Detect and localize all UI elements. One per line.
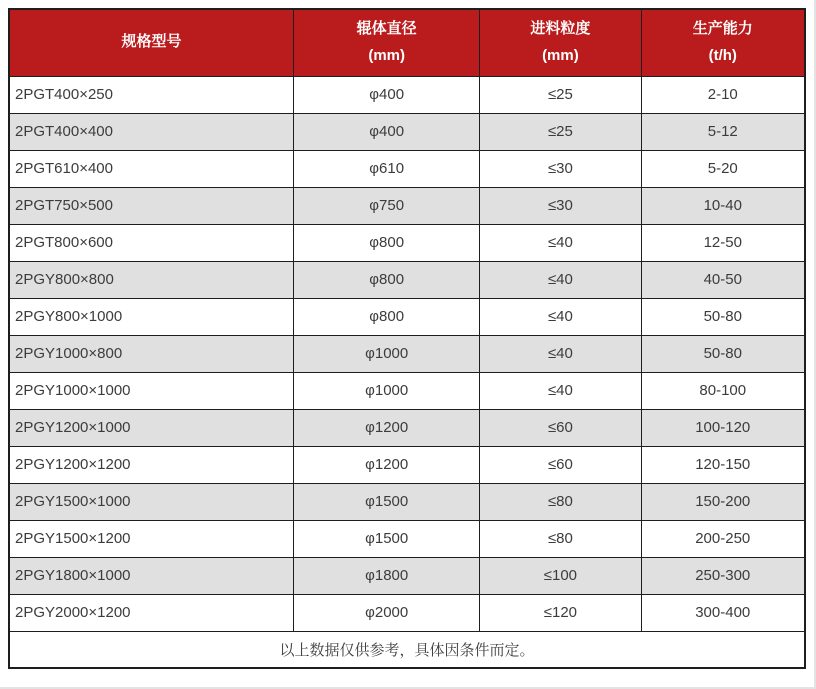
feed-size-cell: ≤30: [480, 187, 641, 224]
header-row: [9, 9, 805, 76]
column-unit: (mm): [542, 47, 579, 65]
table-row: [9, 520, 805, 557]
roller-diameter-cell: φ610: [294, 150, 480, 187]
capacity-cell: 250-300: [641, 557, 805, 594]
column-header-roller-diameter: [294, 9, 480, 76]
feed-size-cell: ≤40: [480, 224, 641, 261]
table-row: [9, 76, 805, 113]
footer-row: [9, 631, 805, 668]
roller-diameter-cell: φ1000: [294, 335, 480, 372]
spec-model-cell: 2PGT750×500: [9, 187, 294, 224]
column-title: 辊体直径: [356, 19, 417, 37]
capacity-cell: 150-200: [641, 483, 805, 520]
spec-model-cell: 2PGY1000×800: [9, 335, 294, 372]
feed-size-cell: ≤60: [480, 409, 641, 446]
feed-size-cell: ≤25: [480, 76, 641, 113]
spec-model-cell: 2PGY800×1000: [9, 298, 294, 335]
roller-diameter-cell: φ800: [294, 298, 480, 335]
specs-table: [8, 8, 806, 669]
table-row: [9, 409, 805, 446]
spec-model-cell: 2PGY1200×1000: [9, 409, 294, 446]
column-header-capacity: [641, 9, 805, 76]
capacity-cell: 100-120: [641, 409, 805, 446]
capacity-cell: 300-400: [641, 594, 805, 631]
capacity-cell: 200-250: [641, 520, 805, 557]
table-row: [9, 298, 805, 335]
table-row: [9, 150, 805, 187]
table-body: [9, 76, 805, 631]
feed-size-cell: ≤40: [480, 298, 641, 335]
table-row: [9, 261, 805, 298]
roller-diameter-cell: φ1500: [294, 483, 480, 520]
roller-diameter-cell: φ400: [294, 76, 480, 113]
capacity-cell: 40-50: [641, 261, 805, 298]
capacity-cell: 10-40: [641, 187, 805, 224]
feed-size-cell: ≤100: [480, 557, 641, 594]
capacity-cell: 12-50: [641, 224, 805, 261]
feed-size-cell: ≤60: [480, 446, 641, 483]
column-header-model: [9, 9, 294, 76]
spec-model-cell: 2PGY800×800: [9, 261, 294, 298]
roller-diameter-cell: φ1500: [294, 520, 480, 557]
roller-diameter-cell: φ1200: [294, 409, 480, 446]
spec-model-cell: 2PGY1000×1000: [9, 372, 294, 409]
table-row: [9, 594, 805, 631]
capacity-cell: 5-20: [641, 150, 805, 187]
capacity-cell: 50-80: [641, 335, 805, 372]
table-row: [9, 187, 805, 224]
spec-model-cell: 2PGY1200×1200: [9, 446, 294, 483]
feed-size-cell: ≤120: [480, 594, 641, 631]
capacity-cell: 50-80: [641, 298, 805, 335]
column-title: 规格型号: [121, 33, 182, 51]
table-footer: [9, 631, 805, 668]
table-row: [9, 557, 805, 594]
roller-diameter-cell: φ2000: [294, 594, 480, 631]
feed-size-cell: ≤25: [480, 113, 641, 150]
spec-model-cell: 2PGT400×250: [9, 76, 294, 113]
roller-diameter-cell: φ800: [294, 224, 480, 261]
table-row: [9, 224, 805, 261]
spec-model-cell: 2PGT400×400: [9, 113, 294, 150]
spec-model-cell: 2PGT610×400: [9, 150, 294, 187]
feed-size-cell: ≤40: [480, 335, 641, 372]
roller-diameter-cell: φ1800: [294, 557, 480, 594]
table-header: [9, 9, 805, 76]
table-row: [9, 335, 805, 372]
table-row: [9, 113, 805, 150]
column-title: 生产能力: [692, 19, 753, 37]
footer-note: 以上数据仅供参考，具体因条件而定。: [9, 631, 805, 668]
column-unit: (t/h): [708, 47, 737, 65]
roller-diameter-cell: φ1200: [294, 446, 480, 483]
spec-model-cell: 2PGY1500×1000: [9, 483, 294, 520]
feed-size-cell: ≤40: [480, 261, 641, 298]
column-title: 进料粒度: [530, 19, 591, 37]
capacity-cell: 80-100: [641, 372, 805, 409]
capacity-cell: 2-10: [641, 76, 805, 113]
roller-diameter-cell: φ400: [294, 113, 480, 150]
table-row: [9, 483, 805, 520]
column-header-feed-size: [480, 9, 641, 76]
spec-model-cell: 2PGT800×600: [9, 224, 294, 261]
spec-model-cell: 2PGY1800×1000: [9, 557, 294, 594]
table-row: [9, 446, 805, 483]
roller-diameter-cell: φ800: [294, 261, 480, 298]
feed-size-cell: ≤30: [480, 150, 641, 187]
roller-diameter-cell: φ750: [294, 187, 480, 224]
column-unit: (mm): [368, 47, 406, 65]
spec-model-cell: 2PGY1500×1200: [9, 520, 294, 557]
feed-size-cell: ≤40: [480, 372, 641, 409]
capacity-cell: 120-150: [641, 446, 805, 483]
table-row: [9, 372, 805, 409]
capacity-cell: 5-12: [641, 113, 805, 150]
roller-diameter-cell: φ1000: [294, 372, 480, 409]
feed-size-cell: ≤80: [480, 483, 641, 520]
spec-model-cell: 2PGY2000×1200: [9, 594, 294, 631]
feed-size-cell: ≤80: [480, 520, 641, 557]
